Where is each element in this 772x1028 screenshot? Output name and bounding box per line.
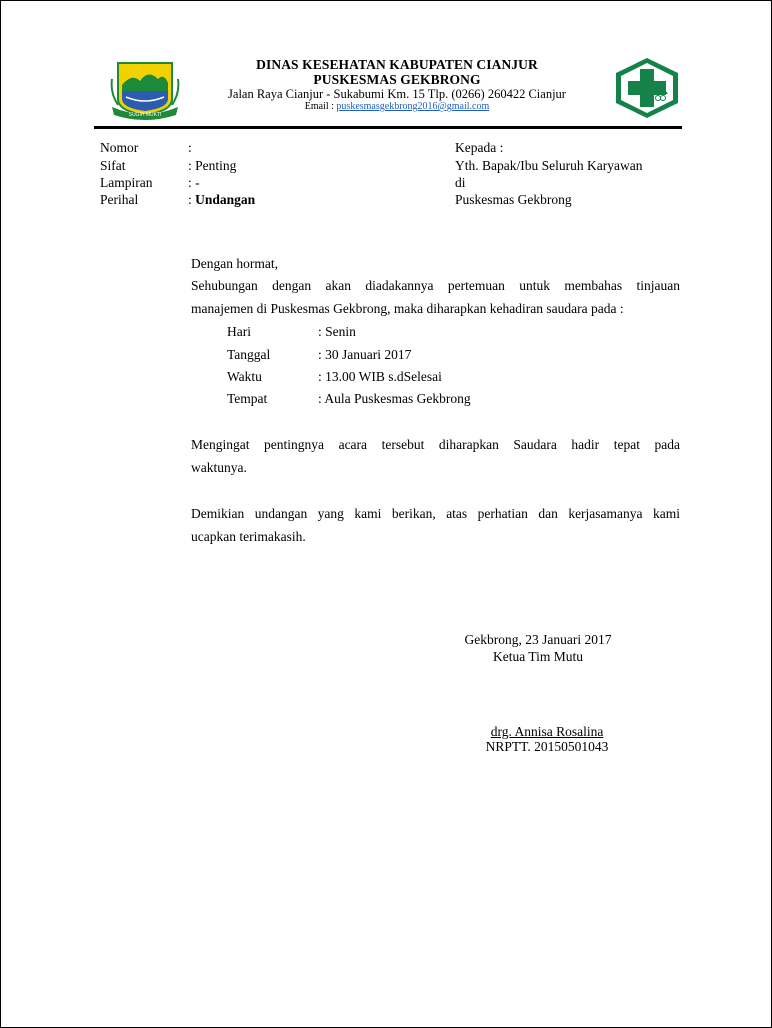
perihal-row	[188, 192, 255, 208]
paragraph-3-line-1: Demikian undangan yang kami berikan, atas perhatian dan kerjasamanya kami	[191, 506, 680, 521]
regency-crest-icon	[110, 59, 180, 121]
recipient-line-1: Kepada :	[455, 140, 504, 155]
crest-motto: SUGIH MUKTI	[128, 112, 162, 118]
email-label: Email :	[304, 101, 334, 112]
greeting: Dengan hormat,	[191, 256, 278, 271]
header-divider	[94, 126, 682, 129]
paragraph-3-line-2: ucapkan terimakasih.	[191, 529, 306, 544]
detail-label: Tempat	[227, 391, 268, 406]
detail-value: : 30 Januari 2017	[318, 347, 412, 362]
signature-name: drg. Annisa Rosalina	[490, 724, 604, 739]
detail-value: : Aula Puskesmas Gekbrong	[318, 391, 471, 406]
detail-value: : Senin	[318, 324, 356, 339]
recipient-line-4: Puskesmas Gekbrong	[455, 192, 572, 207]
sifat-label: Sifat	[100, 158, 126, 173]
signature-position: Ketua Tim Mutu	[492, 649, 584, 664]
email-line	[200, 101, 594, 112]
recipient-line-2: Yth. Bapak/Ibu Seluruh Karyawan	[455, 158, 643, 173]
paragraph-1-line-1: Sehubungan dengan akan diadakannya pertemuan untuk membahas tinjauan	[191, 278, 680, 293]
detail-label: Hari	[227, 324, 251, 339]
address-line: Jalan Raya Cianjur - Sukabumi Km. 15 Tlp. (0266) 260422 Cianjur	[228, 87, 566, 101]
signature-id: NRPTT. 20150501043	[485, 739, 609, 754]
sifat-value: : Penting	[188, 158, 237, 173]
perihal-label: Perihal	[100, 192, 139, 207]
detail-value: : 13.00 WIB s.dSelesai	[318, 369, 442, 384]
paragraph-1-line-2: manajemen di Puskesmas Gekbrong, maka diharapkan kehadiran saudara pada :	[191, 301, 624, 316]
nomor-label: Nomor	[100, 140, 139, 155]
detail-label: Tanggal	[227, 347, 271, 362]
lampiran-label: Lampiran	[100, 175, 153, 190]
puskesmas-logo-icon	[612, 56, 682, 120]
detail-label: Waktu	[227, 369, 262, 384]
email-link[interactable]: puskesmasgekbrong2016@gmail.com	[336, 101, 490, 112]
agency-title: DINAS KESEHATAN KABUPATEN CIANJUR	[256, 57, 538, 72]
paragraph-2-line-2: waktunya.	[191, 460, 247, 475]
recipient-line-3: di	[455, 175, 466, 190]
lampiran-value: : -	[188, 175, 200, 190]
institution-title: PUSKESMAS GEKBRONG	[313, 72, 481, 87]
perihal-colon: :	[188, 192, 196, 207]
signature-place-date: Gekbrong, 23 Januari 2017	[464, 632, 612, 647]
perihal-value: Undangan	[195, 192, 256, 207]
nomor-value: :	[188, 140, 192, 155]
paragraph-2-line-1: Mengingat pentingnya acara tersebut diharapkan Saudara hadir tepat pada	[191, 437, 680, 452]
